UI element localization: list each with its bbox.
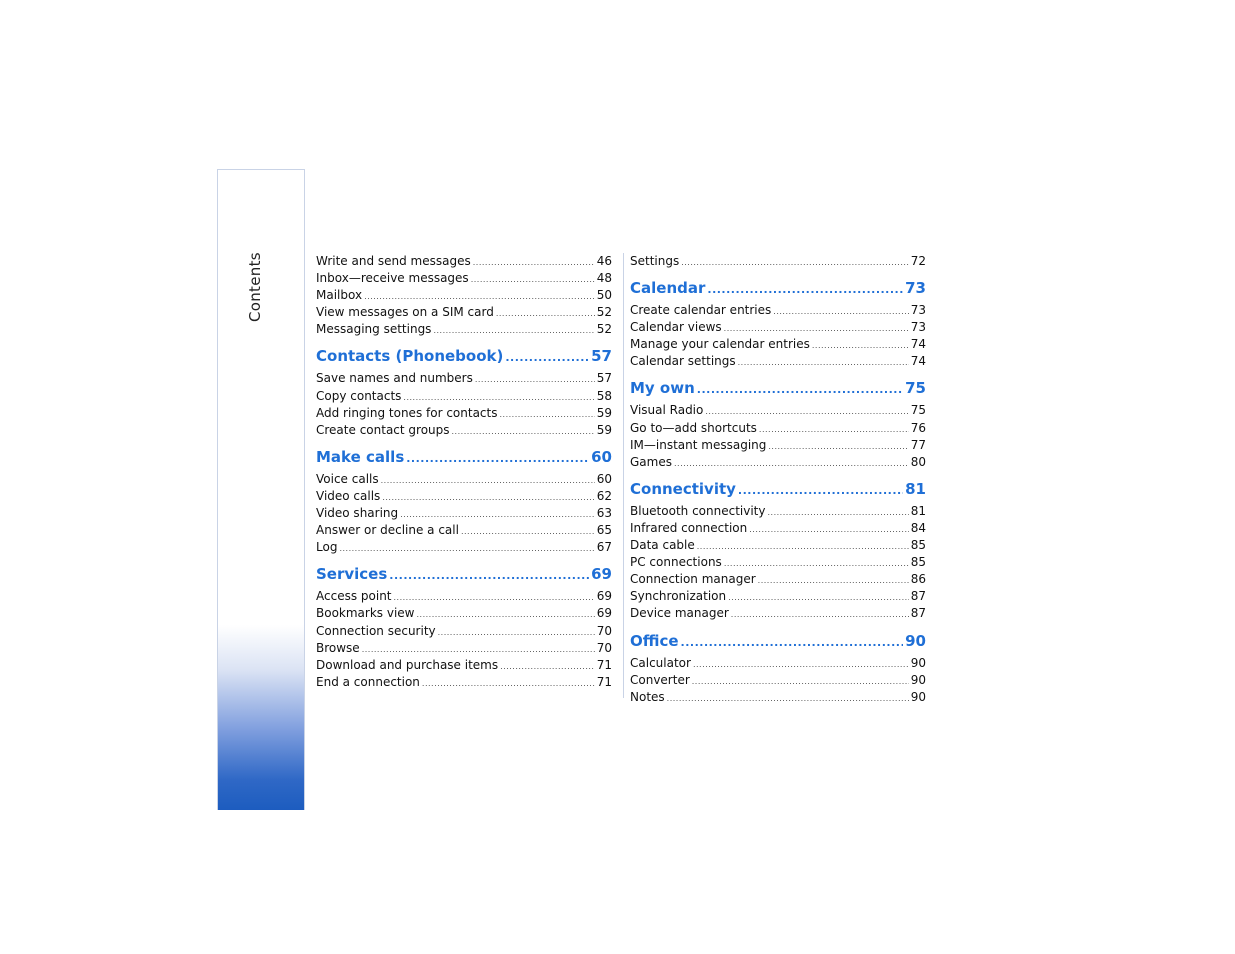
dot-leader	[382, 489, 594, 506]
dot-leader	[422, 675, 595, 692]
entry-title: Browse	[316, 640, 360, 655]
toc-entry[interactable]	[630, 253, 926, 270]
page-number: 65	[596, 523, 612, 538]
toc-entry[interactable]	[316, 522, 612, 539]
toc-section-heading[interactable]	[630, 479, 926, 501]
entry-title: Download and purchase items	[316, 657, 499, 672]
entry-title: Converter	[630, 672, 690, 687]
dot-leader	[433, 322, 594, 339]
section-title: Make calls	[316, 447, 405, 466]
toc-entry[interactable]	[316, 640, 612, 657]
entry-title: PC connections	[630, 555, 722, 570]
page-number: 76	[910, 420, 926, 435]
entry-title: Access point	[316, 589, 392, 604]
page-number: 60	[591, 447, 612, 466]
toc-entry[interactable]	[630, 605, 926, 622]
toc-entry[interactable]	[316, 539, 612, 556]
page-number: 73	[910, 320, 926, 335]
toc-entry[interactable]	[316, 588, 612, 605]
page-number: 72	[910, 254, 926, 268]
dot-leader	[461, 523, 595, 540]
toc-entry[interactable]	[630, 420, 926, 437]
section-title: Calendar	[630, 279, 706, 298]
dot-leader	[681, 254, 909, 271]
dot-leader	[728, 589, 909, 606]
toc-entry[interactable]	[630, 672, 926, 689]
section-title: Services	[316, 565, 388, 584]
dot-leader	[697, 380, 903, 400]
page-number: 67	[596, 540, 612, 555]
entry-title: Calendar settings	[630, 354, 736, 369]
toc-section-heading[interactable]	[630, 631, 926, 653]
toc-entry[interactable]	[630, 689, 926, 706]
toc-entry[interactable]	[630, 520, 926, 537]
section-title: Office	[630, 631, 679, 650]
entry-title: Write and send messages	[316, 254, 471, 268]
toc-entry[interactable]	[630, 503, 926, 520]
toc-entry[interactable]	[316, 304, 612, 321]
dot-leader	[759, 421, 909, 438]
entry-title: Create calendar entries	[630, 303, 772, 318]
page-title: Contents	[246, 252, 264, 322]
toc-section-heading[interactable]	[316, 346, 612, 368]
toc-entry[interactable]	[630, 588, 926, 605]
toc-entry[interactable]	[630, 554, 926, 571]
dot-leader	[681, 633, 904, 653]
page-number: 80	[910, 454, 926, 469]
dot-leader	[697, 538, 909, 555]
dot-leader	[768, 438, 908, 455]
entry-title: Device manager	[630, 606, 729, 621]
toc-entry[interactable]	[316, 488, 612, 505]
dot-leader	[738, 481, 903, 501]
toc-entry[interactable]	[630, 336, 926, 353]
dot-leader	[692, 673, 909, 690]
toc-entry[interactable]	[630, 437, 926, 454]
page-number: 59	[596, 422, 612, 437]
toc-entry[interactable]	[316, 370, 612, 387]
toc-entry[interactable]	[630, 571, 926, 588]
dot-leader	[674, 455, 909, 472]
page-number: 90	[910, 655, 926, 670]
entry-title: Games	[630, 454, 672, 469]
page-number: 71	[596, 657, 612, 672]
section-title: Connectivity	[630, 479, 736, 498]
page-number: 52	[596, 322, 612, 337]
dot-leader	[417, 606, 595, 623]
page-number: 60	[596, 471, 612, 486]
entry-title: Connection security	[316, 623, 436, 638]
dot-leader	[767, 504, 908, 521]
dot-leader	[394, 589, 595, 606]
entry-title: Calendar views	[630, 320, 722, 335]
toc-entry[interactable]	[316, 253, 612, 270]
toc-entry[interactable]	[630, 319, 926, 336]
page-number: 87	[910, 606, 926, 621]
toc-entry[interactable]	[316, 287, 612, 304]
column-divider	[623, 253, 624, 698]
entry-title: Calculator	[630, 655, 691, 670]
page-number: 69	[596, 606, 612, 621]
page-number: 86	[910, 572, 926, 587]
page-number: 77	[910, 437, 926, 452]
toc-entry[interactable]	[630, 302, 926, 319]
page-number: 84	[910, 520, 926, 535]
page-number: 75	[910, 403, 926, 418]
entry-title: Messaging settings	[316, 322, 432, 337]
dot-leader	[500, 658, 595, 675]
dot-leader	[705, 403, 908, 420]
dot-leader	[400, 506, 595, 523]
toc-entry[interactable]	[316, 270, 612, 287]
toc-entry[interactable]	[630, 402, 926, 419]
entry-title: Synchronization	[630, 589, 727, 604]
page-number: 81	[910, 503, 926, 518]
page-number: 57	[596, 371, 612, 386]
dot-leader	[381, 472, 595, 489]
page-number: 90	[910, 672, 926, 687]
entry-title: Add ringing tones for contacts	[316, 405, 498, 420]
dot-leader	[339, 540, 594, 557]
entry-title: End a connection	[316, 674, 420, 689]
page-number: 74	[910, 354, 926, 369]
dot-leader	[667, 690, 909, 707]
toc-entry[interactable]	[316, 321, 612, 338]
dot-leader	[749, 521, 908, 538]
entry-title: Connection manager	[630, 572, 756, 587]
page-number: 46	[596, 254, 612, 268]
toc-entry[interactable]	[630, 353, 926, 370]
page-number: 75	[905, 379, 926, 398]
toc-entry[interactable]	[630, 454, 926, 471]
entry-title: Notes	[630, 689, 665, 704]
toc-section-heading[interactable]	[630, 278, 926, 300]
dot-leader	[738, 354, 909, 371]
page-number: 71	[596, 674, 612, 689]
dot-leader	[773, 303, 908, 320]
dot-leader	[389, 566, 589, 586]
page-number: 81	[905, 479, 926, 498]
toc-entry[interactable]	[316, 405, 612, 422]
page-number: 69	[591, 565, 612, 584]
toc-entry[interactable]	[316, 422, 612, 439]
entry-title: Voice calls	[316, 471, 379, 486]
page-number: 62	[596, 488, 612, 503]
entry-title: Settings	[630, 254, 680, 268]
dot-leader	[473, 254, 595, 271]
page-number: 74	[910, 337, 926, 352]
toc-entry[interactable]	[316, 674, 612, 691]
page-number: 90	[910, 689, 926, 704]
page-number: 70	[596, 623, 612, 638]
page-number: 48	[596, 271, 612, 286]
entry-title: Create contact groups	[316, 422, 450, 437]
entry-title: Data cable	[630, 538, 695, 553]
toc-right-column	[630, 253, 926, 706]
entry-title: Infrared connection	[630, 520, 748, 535]
entry-title: Bookmarks view	[316, 606, 415, 621]
toc-left-column	[316, 253, 612, 691]
page-number: 87	[910, 589, 926, 604]
page-number: 59	[596, 405, 612, 420]
page-number: 50	[596, 288, 612, 303]
entry-title: Go to—add shortcuts	[630, 420, 757, 435]
toc-section-heading[interactable]	[316, 564, 612, 586]
entry-title: Copy contacts	[316, 388, 402, 403]
toc-entry[interactable]	[316, 471, 612, 488]
toc-entry[interactable]	[316, 623, 612, 640]
dot-leader	[406, 449, 589, 469]
toc-entry[interactable]	[316, 505, 612, 522]
entry-title: Log	[316, 540, 338, 555]
dot-leader	[452, 423, 595, 440]
entry-title: Mailbox	[316, 288, 363, 303]
dot-leader	[364, 288, 595, 305]
entry-title: Answer or decline a call	[316, 523, 459, 538]
dot-leader	[496, 305, 595, 322]
dot-leader	[499, 406, 594, 423]
toc-entry[interactable]	[630, 655, 926, 672]
page-number: 57	[591, 347, 612, 366]
dot-leader	[403, 389, 594, 406]
entry-title: Inbox—receive messages	[316, 271, 469, 286]
section-title: My own	[630, 379, 695, 398]
page-number: 73	[910, 303, 926, 318]
page-number: 85	[910, 538, 926, 553]
dot-leader	[438, 624, 595, 641]
entry-title: Save names and numbers	[316, 371, 473, 386]
entry-title: Video calls	[316, 488, 381, 503]
entry-title: Visual Radio	[630, 403, 704, 418]
dot-leader	[731, 606, 909, 623]
toc-entry[interactable]	[316, 605, 612, 622]
page-number: 69	[596, 589, 612, 604]
dot-leader	[471, 271, 595, 288]
section-title: Contacts (Phonebook)	[316, 347, 504, 366]
dot-leader	[505, 348, 589, 368]
dot-leader	[724, 555, 909, 572]
dot-leader	[758, 572, 909, 589]
toc-entry[interactable]	[316, 388, 612, 405]
toc-entry[interactable]	[316, 657, 612, 674]
page-number: 73	[905, 279, 926, 298]
dot-leader	[693, 656, 909, 673]
dot-leader	[812, 337, 909, 354]
page-number: 52	[596, 305, 612, 320]
page-number: 63	[596, 506, 612, 521]
page-number: 90	[905, 631, 926, 650]
entry-title: Manage your calendar entries	[630, 337, 810, 352]
entry-title: View messages on a SIM card	[316, 305, 494, 320]
dot-leader	[362, 641, 595, 658]
page-number: 70	[596, 640, 612, 655]
entry-title: Video sharing	[316, 506, 399, 521]
page-number: 85	[910, 555, 926, 570]
toc-entry[interactable]	[630, 537, 926, 554]
page-number: 58	[596, 388, 612, 403]
dot-leader	[707, 280, 903, 300]
dot-leader	[475, 371, 595, 388]
toc-section-heading[interactable]	[316, 447, 612, 469]
dot-leader	[724, 320, 909, 337]
entry-title: Bluetooth connectivity	[630, 503, 766, 518]
entry-title: IM—instant messaging	[630, 437, 767, 452]
toc-section-heading[interactable]	[630, 378, 926, 400]
